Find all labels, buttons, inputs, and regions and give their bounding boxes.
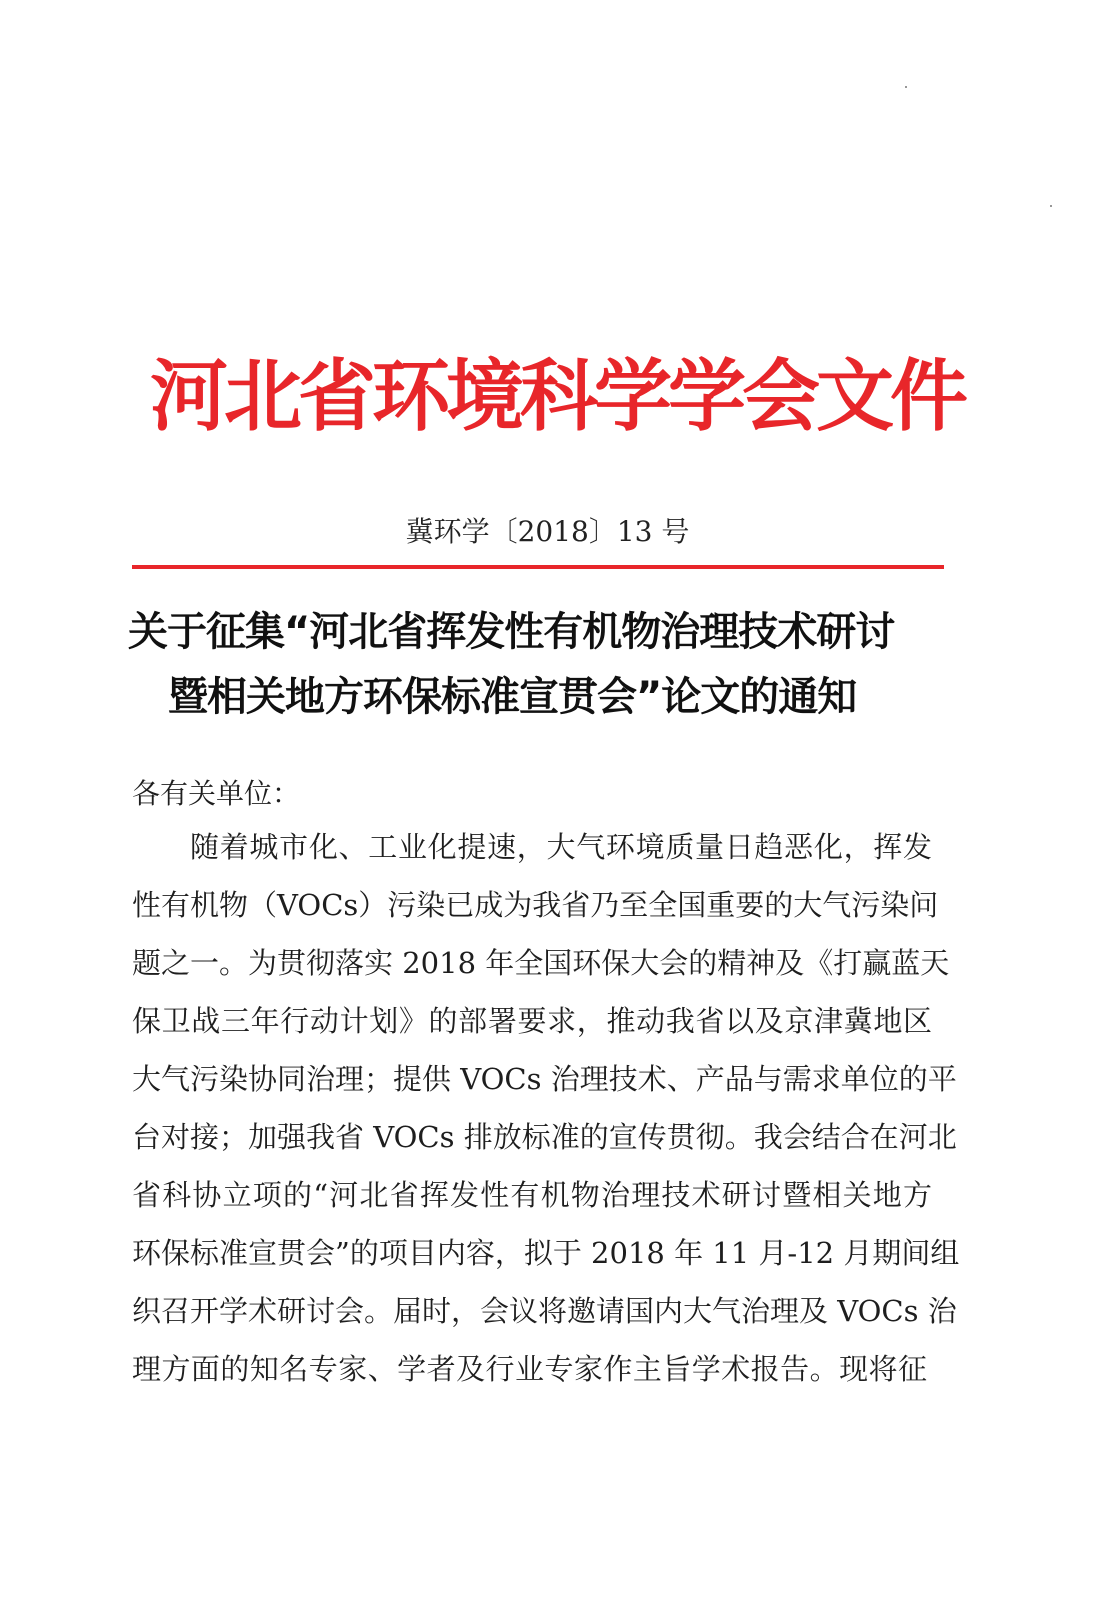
scan-speck [905, 86, 907, 88]
notice-title-line-1: 关于征集“河北省挥发性有机物治理技术研讨 [128, 609, 895, 655]
body-paragraph-line: 保卫战三年行动计划》的部署要求，推动我省以及京津冀地区 [132, 1004, 932, 1038]
scan-speck [1050, 205, 1052, 207]
body-paragraph-line: 环保标准宣贯会”的项目内容，拟于 2018 年 11 月-12 月期间组 [132, 1236, 960, 1270]
body-paragraph-line: 织召开学术研讨会。届时，会议将邀请国内大气治理及 VOCs 治 [132, 1294, 957, 1328]
document-number: 冀环学〔2018〕13 号 [405, 515, 690, 548]
organization-title: 河北省环境科学学会文件 [150, 351, 965, 442]
body-paragraph-line: 性有机物（VOCs）污染已成为我省乃至全国重要的大气污染问 [132, 888, 939, 922]
red-divider-line [132, 565, 944, 569]
body-paragraph-line: 台对接；加强我省 VOCs 排放标准的宣传贯彻。我会结合在河北 [132, 1120, 957, 1154]
body-paragraph-line: 大气污染协同治理；提供 VOCs 治理技术、产品与需求单位的平 [132, 1062, 957, 1096]
body-paragraph-line: 理方面的知名专家、学者及行业专家作主旨学术报告。现将征 [132, 1352, 927, 1386]
body-paragraph-line: 题之一。为贯彻落实 2018 年全国环保大会的精神及《打赢蓝天 [132, 946, 950, 980]
notice-title-line-2: 暨相关地方环保标准宣贯会”论文的通知 [168, 674, 857, 720]
body-paragraph-line: 随着城市化、工业化提速，大气环境质量日趋恶化，挥发 [190, 830, 932, 864]
body-paragraph-line: 省科协立项的“河北省挥发性有机物治理技术研讨暨相关地方 [132, 1178, 932, 1212]
salutation: 各有关单位： [132, 777, 301, 810]
